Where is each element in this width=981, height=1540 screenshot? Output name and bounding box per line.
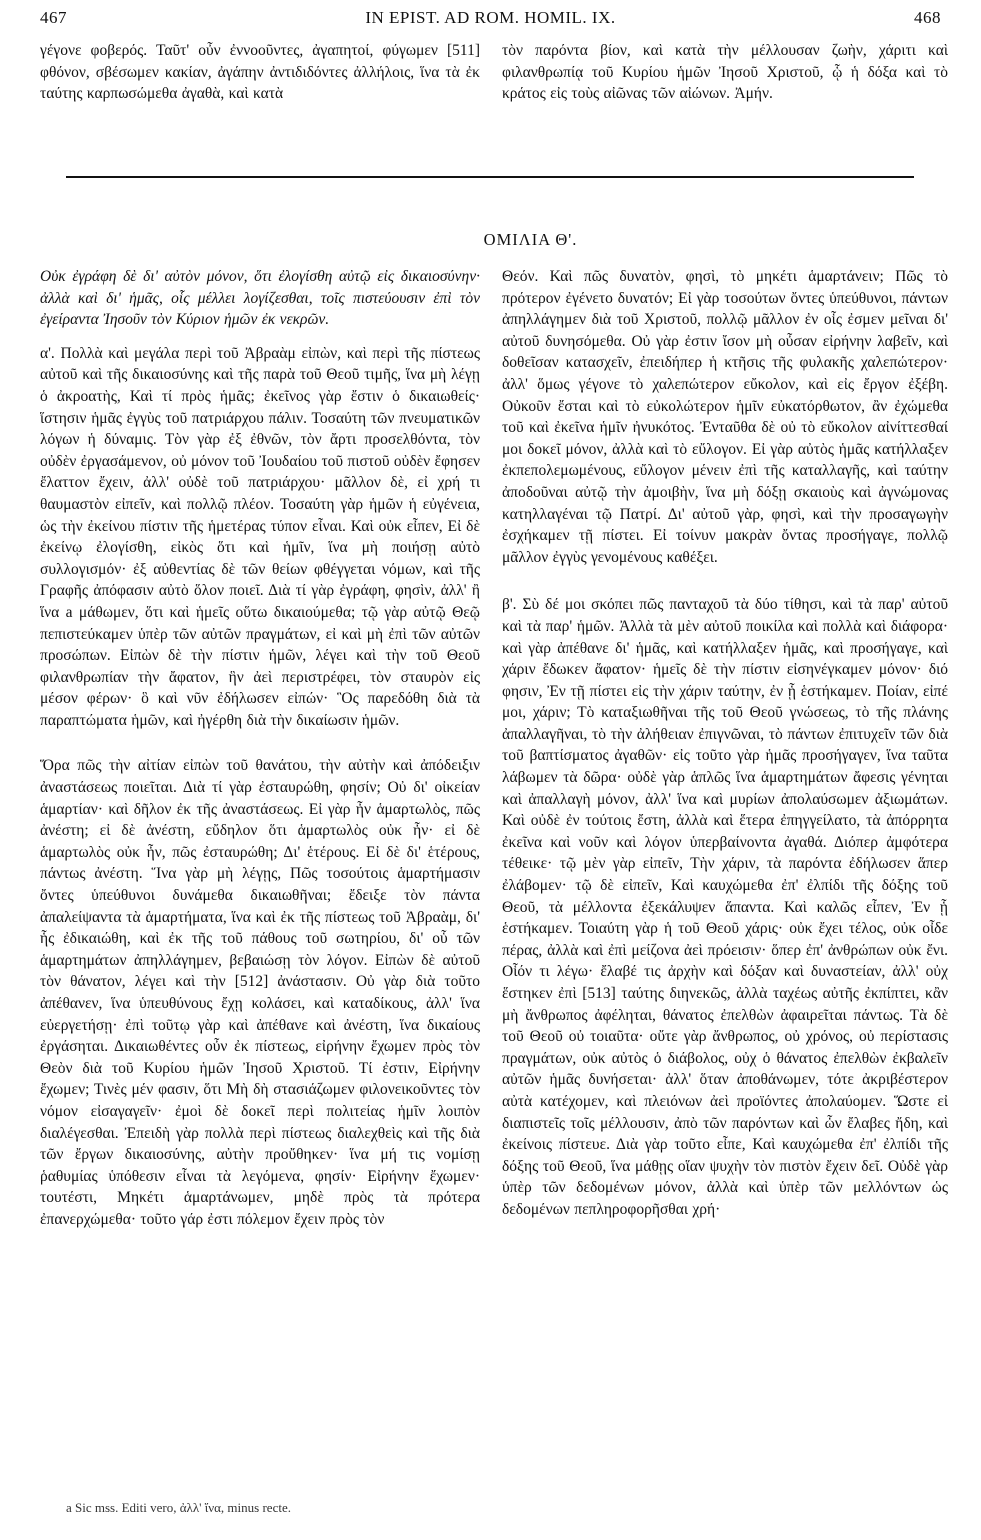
right-column bbox=[502, 266, 948, 1221]
right-paragraph-1: Θεόν. Καὶ πῶς δυνατὸν, φησὶ, τὸ μηκέτι ἁμαρτάνειν; Πῶς τὸ πρότερον ἐγένετο δυνατόν; Εἰ γὰρ τοσούτων ὄντες ὑπεύθυνοι, πάντων ἀπηλλάγημεν διὰ τοῦ Χριστοῦ, πολλῷ μᾶλλον ἐν οἷς ἐσμεν μεῖναι δι' αὐτοῦ δυνησόμεθα. Οὐ γὰρ ἐστιν ἴσον μὴ οὖσαν εἰρήνην λαβεῖν, καὶ δοθεῖσαν κατασχεῖν, ἐπειδήπερ ἡ κτῆσις τῆς φυλακῆς χαλεπώτερον· ἀλλ' ὅμως γέγονε τὸ χαλεπώτερον εὔκολον, καὶ εἰς ἔργον ἐξέβη. Οὐκοῦν ἔσται καὶ τὸ εὐκολώτερον ἡμῖν εὐκατόρθωτον, ἂν ἐχώμεθα τοῦ καὶ ἐκεῖνα ἡμῖν ἠνυκότος. Ἐνταῦθα δὲ οὐ τὸ εὔκολον αἰνίττεσθαί μοι δοκεῖ μόνον, ἀλλὰ καὶ τὸ εὔλογον. Εἰ γὰρ αὐτὸς ἡμᾶς κατήλλαξεν ἐκπεπολεμωμένους, εὔλογον μένειν ἐπὶ τῆς καταλλαγῆς, καὶ ταύτην ἀποδοῦναι αὐτῷ τὴν ἀμοιβὴν, ἵνα μὴ δόξῃ σκαιοὺς καὶ ἀγνώμονας κατηλλαγέναι τῷ Πατρί. Δι' αὐτοῦ γὰρ, φησὶ, καὶ τὴν προσαγωγὴν ἐσχήκαμεν τῇ πίστει. Εἰ τοίνυν μακρὰν ὄντας προσήγαγε, πολλῷ μᾶλλον ἐγγὺς γενομένους καθέξει. bbox=[502, 268, 948, 566]
section-divider bbox=[66, 176, 914, 178]
running-header bbox=[40, 8, 941, 38]
page-number-right: 468 bbox=[914, 8, 941, 27]
running-title: IN EPIST. AD ROM. HOMIL. IX. bbox=[365, 8, 616, 27]
page-number-left: 467 bbox=[40, 8, 67, 27]
top-right-block bbox=[502, 40, 948, 105]
top-right-text: τὸν παρόντα βίον, καὶ κατὰ τὴν μέλλουσαν ζωὴν, χάριτι καὶ φιλανθρωπίᾳ τοῦ Κυρίου ἡμῶν Ἰησοῦ Χριστοῦ, ᾧ ἡ δόξα καὶ τὸ κράτος εἰς τοὺς αἰῶνας τῶν αἰώνων. Ἀμήν. bbox=[502, 42, 948, 103]
top-left-block bbox=[40, 40, 480, 105]
left-paragraph-1: α'. Πολλὰ καὶ μεγάλα περὶ τοῦ Ἀβραὰμ εἰπὼν, καὶ περὶ τῆς πίστεως αὐτοῦ καὶ τῆς δικαιοσύνης καὶ τῆς παρὰ τοῦ Θεοῦ τιμῆς, ἵνα μὴ λέγῃ ὁ ἀκροατὴς, Καὶ τί πρὸς ἡμᾶς; ἐκεῖνος γὰρ ἔστιν ὁ δικαιωθείς· ἵστησιν ἡμᾶς ἐγγὺς τοῦ πατριάρχου πάλιν. Τοσαύτη τῶν πνευματικῶν λόγων ἡ δύναμις. Τὸν γὰρ ἐξ ἐθνῶν, τὸν ἄρτι προσελθόντα, τὸν οὐδὲν ἐργασάμενον, οὐ μόνον τοῦ Ἰουδαίου τοῦ πιστοῦ οὐδὲν ἔφησεν ἔλαττον ἔχειν, ἀλλ' οὐδὲ τοῦ πατριάρχου· μᾶλλον δὲ, εἰ χρή τι θαυμαστὸν εἰπεῖν, καὶ πολλῷ πλέον. Τοσαύτη γὰρ ἡμῶν ἡ εὐγένεια, ὡς τὴν ἐκείνου πίστιν τῆς ἡμετέρας τύπον εἶναι. Καὶ οὐκ εἶπεν, Εἰ δὲ ἐκείνῳ ἐλογίσθη, εἰκὸς ὅτι καὶ ἡμῖν, ἵνα μὴ ποιήσῃ αὐτὸ συλλογισμόν· ἐξ αὐθεντίας δὲ τῶν θείων φθέγγεται νόμων, καὶ τῆς Γραφῆς ἀπόφασιν αὐτὸ ὅλον ποιεῖ. Διὰ τί γὰρ ἐγράφη, φησὶν, ἀλλ' ἢ ἵνα a μάθωμεν, ὅτι καὶ ἡμεῖς οὕτω δικαιούμεθα; τῷ γὰρ αὐτῷ Θεῷ πεπιστεύκαμεν ὑπὲρ τῶν αὐτῶν πραγμάτων, εἰ καὶ μὴ ἐπὶ τῶν αὐτῶν προσώπων. Εἰπὼν δὲ τὴν πίστιν ἡμῶν, λέγει καὶ τὴν τοῦ Θεοῦ φιλανθρωπίαν τὴν ἄφατον, ἣν ἀεὶ περιστρέφει, τὸν σταυρὸν εἰς μέσον φέρων· ὃ καὶ νῦν ἐδήλωσεν εἰπών· Ὃς παρεδόθη διὰ τὰ παραπτώματα ἡμῶν, καὶ ἠγέρθη διὰ τὴν δικαίωσιν ἡμῶν. bbox=[40, 344, 480, 729]
homily-title-text: ΟΜΙΛΙΑ Θ'. bbox=[483, 230, 578, 249]
left-paragraph-2: Ὅρα πῶς τὴν αἰτίαν εἰπὼν τοῦ θανάτου, τὴν αὐτὴν καὶ ἀπόδειξιν ἀναστάσεως ποιεῖται. Διὰ τί γὰρ ἐσταυρώθη, φησίν; Οὐ δι' οἰκείαν ἁμαρτίαν· καὶ δῆλον ἐκ τῆς ἀναστάσεως. Εἰ γὰρ ἦν ἁμαρτωλὸς, πῶς ἀνέστη; εἰ δὲ ἀνέστη, εὔδηλον ὅτι ἁμαρτωλὸς οὐκ ἦν· εἰ δὲ ἁμαρτωλὸς οὐκ ἦν, πῶς ἐσταυρώθη; Δι' ἑτέρους. Εἰ δὲ δι' ἑτέρους, πάντως ἀνέστη. Ἵνα γὰρ μὴ λέγῃς, Πῶς τοσούτοις ἁμαρτήμασιν ὄντες ὑπεύθυνοι δυνάμεθα δικαιωθῆναι; ἔδειξε τὸν πάντα ἀπαλείψαντα τὰ ἁμαρτήματα, ἵνα καὶ ἐκ τῆς πίστεως τοῦ Ἀβραὰμ, δι' ἧς ἐδικαιώθη, καὶ ἐκ τῆς τοῦ πάθους τοῦ σωτηρίου, δι' οὗ τῶν ἁμαρτημάτων ἀπηλλάγημεν, βεβαιώσῃ τὸν λόγον. Εἰπὼν δὲ αὐτοῦ τὸν θάνατον, λέγει καὶ τὴν [512] ἀνάστασιν. Οὐ γὰρ διὰ τοῦτο ἀπέθανεν, ἵνα ὑπευθύνους ἔχῃ κολάσει, καὶ καταδίκους, ἀλλ' ἵνα εὐεργετήσῃ· ἐπὶ τοῦτῳ γὰρ καὶ ἀπέθανε καὶ ἀνέστη, ἵνα δικαίους ἐργάσηται. Δικαιωθέντες οὖν ἐκ πίστεως, εἰρήνην ἔχωμεν πρὸς τὸν Θεὸν διὰ τοῦ Κυρίου ἡμῶν Ἰησοῦ Χριστοῦ. Τί ἐστιν, Εἰρήνην ἔχωμεν; Τινὲς μέν φασιν, ὅτι Μὴ δὴ στασιάζωμεν φιλονεικοῦντες τὸν νόμον εἰσαγαγεῖν· ἐμοὶ δὲ δοκεῖ περὶ πολιτείας ἡμῖν λοιπὸν διαλέγεσθαι. Ἐπειδὴ γὰρ πολλὰ περὶ πίστεως διαλεχθεὶς καὶ τῆς διὰ τῶν ἔργων δικαιοσύνης, αὐτὴν προὔθηκεν· ἵνα μή τις νομίσῃ ῥαθυμίας ὑπόθεσιν εἶναι τὰ λεγόμενα, φησίν· Εἰρήνην ἔχωμεν· τουτέστι, Μηκέτι ἁμαρτάνωμεν, μηδὲ πρὸς τὰ πρότερα ἐπανερχώμεθα· τοῦτο γάρ ἐστι πόλεμον ἔχειν πρὸς τὸν bbox=[40, 757, 480, 1228]
left-column bbox=[40, 266, 480, 1231]
homily-title bbox=[0, 230, 981, 250]
lemma: Οὐκ ἐγράφη δὲ δι' αὐτὸν μόνον, ὅτι ἐλογίσθη αὐτῷ εἰς δικαιοσύνην· ἀλλὰ καὶ δι' ἡμᾶς, οἷς μέλλει λογίζεσθαι, τοῖς πιστεύουσιν ἐπὶ τὸν ἐγείραντα Ἰησοῦν τὸν Κύριον ἡμῶν ἐκ νεκρῶν. bbox=[40, 268, 480, 329]
footnote: a Sic mss. Editi vero, ἀλλ' ἵνα, minus recte. bbox=[66, 1500, 291, 1515]
right-paragraph-2: β'. Σὺ δέ μοι σκόπει πῶς πανταχοῦ τὰ δύο τίθησι, καὶ τὰ παρ' αὐτοῦ καὶ τὰ παρ' ἡμῶν. Ἀλλὰ τὰ μὲν αὐτοῦ ποικίλα καὶ πολλὰ καὶ διάφορα· καὶ γὰρ ἀπέθανε δι' ἡμᾶς, καὶ κατήλλαξεν ἡμᾶς, καὶ προσήγαγε, καὶ χάριν ἔδωκεν ἄφατον· ἡμεῖς δὲ τὴν πίστιν εἰσηνέγκαμεν μόνον· διό φησιν, Ἐν τῇ πίστει εἰς τὴν χάριν ταύτην, ἐν ᾗ ἑστήκαμεν. Ποίαν, εἰπέ μοι, χάριν; Τὸ καταξιωθῆναι τῆς τοῦ Θεοῦ γνώσεως, τὸ τῆς πλάνης ἀπαλλαγῆναι, τὸ τὴν ἀλήθειαν ἐπιγνῶναι, τὸ πάντων ἐπιτυχεῖν τῶν διὰ τοῦ βαπτίσματος ἀγαθῶν· εἰς τοῦτο γὰρ ἡμᾶς προσήγαγεν, ἵνα ταῦτα λάβωμεν τὰ δῶρα· οὐδὲ γὰρ ἁπλῶς ἵνα ἁμαρτημάτων ἄφεσις γένηται καὶ ἀπαλλαγὴ μόνον, ἀλλ' ἵνα καὶ μυρίων ἀπολαύσωμεν ἀξιωμάτων. Καὶ οὐδὲ ἐν τούτοις ἔστη, ἀλλὰ καὶ ἕτερα ἐπηγγείλατο, τὰ ἀπόρρητα ἐκεῖνα καὶ νοῦν καὶ λόγον ὑπερβαίνοντα ἀγαθά. Διόπερ ἀμφότερα τέθεικε· τῷ μὲν γὰρ εἰπεῖν, Τὴν χάριν, τὰ παρόντα ἐδήλωσεν ἅπερ ἐλάβομεν· τῷ δὲ εἰπεῖν, Καὶ καυχώμεθα ἐπ' ἐλπίδι τῆς δόξης τοῦ Θεοῦ, τὰ μέλλοντα ἐξεκάλυψεν ἅπαντα. Καὶ καλῶς εἶπεν, Ἐν ᾗ ἑστήκαμεν. Τοιαύτη γὰρ ἡ τοῦ Θεοῦ χάρις· οὐκ ἔχει τέλος, οὐκ οἶδε πέρας, ἀλλὰ καὶ ἐπὶ μείζονα ἀεὶ πρόεισιν· ὅπερ ἐπ' ἀνθρώπων οὐκ ἔνι. Οἷόν τι λέγω· ἔλαβέ τις ἀρχὴν καὶ δόξαν καὶ δυναστείαν, ἀλλ' οὐχ ἕστηκεν ἐπὶ [513] ταύτης διηνεκῶς, ἀλλὰ ταχέως αὐτῆς ἐκπίπτει, κἂν μὴ ἄνθρωπος ἀφέληται, θάνατος ἐπελθὼν ἀφαιρεῖται πάντως. Τὰ δὲ τοῦ Θεοῦ οὐ τοιαῦτα· οὔτε γὰρ ἄνθρωπος, οὐ χρόνος, οὐ περίστασις πραγμάτων, οὐκ αὐτὸς ὁ διάβολος, οὐχ ὁ θάνατος ἐπελθὼν ἐκβαλεῖν αὐτῶν ἡμᾶς δυνήσεται· ἀλλ' ὅταν ἀποθάνωμεν, τότε ἀκριβέστερον αὐτὰ κατέχομεν, καὶ πλειόνων ἀεὶ προϊόντες ἀπολαύομεν. Ὥστε εἰ διαπιστεῖς τοῖς μέλλουσιν, ἀπὸ τῶν παρόντων καὶ ὧν ἔλαβες ἤδη, καὶ ἐκείνοις πίστευε. Διὰ γὰρ τοῦτο εἶπε, Καὶ καυχώμεθα ἐπ' ἐλπίδι τῆς δόξης τοῦ Θεοῦ, ἵνα μάθῃς οἵαν ψυχὴν τὸν πιστὸν ἔχειν δεῖ. Οὐδὲ γὰρ ὑπὲρ τῶν δεδομένων μόνον, ἀλλὰ καὶ ὑπὲρ τῶν μελλόντων ὡς δεδομένων πεπληροφορῆσθαι χρή· bbox=[502, 596, 948, 1218]
top-left-text: γέγονε φοβερός. Ταῦτ' οὖν ἐννοοῦντες, ἀγαπητοί, φύγωμεν [511] φθόνον, σβέσωμεν κακίαν, ἀγάπην ἀντιδιδόντες ἀλλήλοις, ἵνα τὰ ἐκ ταύτης καρπωσώμεθα ἀγαθὰ, καὶ κατὰ bbox=[40, 42, 480, 103]
